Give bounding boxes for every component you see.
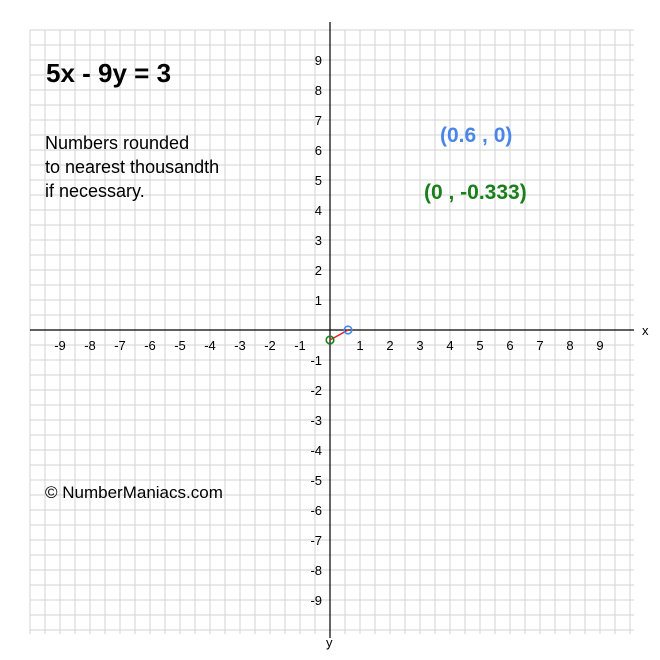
- x-tick-label: -7: [114, 338, 126, 353]
- x-tick-label: -1: [294, 338, 306, 353]
- y-tick-label: -4: [310, 443, 322, 458]
- y-tick-label: 2: [314, 263, 322, 278]
- x-tick-label: -9: [54, 338, 66, 353]
- x-tick-label: 3: [416, 338, 424, 353]
- y-tick-label: 6: [314, 143, 322, 158]
- x-tick-label: -5: [174, 338, 186, 353]
- y-tick-label: -8: [310, 563, 322, 578]
- equation-title: 5x - 9y = 3: [46, 58, 172, 88]
- x-tick-label: -2: [264, 338, 276, 353]
- x-tick-label: 2: [386, 338, 394, 353]
- x-tick-label: 5: [476, 338, 484, 353]
- x-tick-label: 1: [356, 338, 364, 353]
- x-tick-label: 9: [596, 338, 604, 353]
- x-tick-label: -8: [84, 338, 96, 353]
- y-tick-label: -2: [310, 383, 322, 398]
- x-tick-label: -4: [204, 338, 216, 353]
- y-tick-label: -3: [310, 413, 322, 428]
- rounding-note: Numbers rounded to nearest thousandth if necessary.: [45, 133, 220, 201]
- y-tick-label: -6: [310, 503, 322, 518]
- x-tick-label: 4: [446, 338, 454, 353]
- x-tick-label: 6: [506, 338, 514, 353]
- y-tick-label: 1: [314, 293, 322, 308]
- y-tick-label: 9: [314, 53, 322, 68]
- y-tick-label: -5: [310, 473, 322, 488]
- x-tick-label: -3: [234, 338, 246, 353]
- x-intercept-label: (0.6 , 0): [440, 124, 513, 147]
- x-tick-label: -6: [144, 338, 156, 353]
- y-tick-label: 7: [314, 113, 322, 128]
- y-tick-label: -9: [310, 593, 322, 608]
- y-tick-label: 4: [314, 203, 322, 218]
- y-intercept-label: (0 , -0.333): [424, 181, 527, 204]
- x-tick-label: 8: [566, 338, 574, 353]
- y-tick-label: -1: [310, 353, 322, 368]
- y-tick-label: 5: [314, 173, 322, 188]
- y-tick-label: 3: [314, 233, 322, 248]
- y-tick-label: 8: [314, 83, 322, 98]
- copyright-text: © NumberManiacs.com: [45, 483, 223, 502]
- x-tick-label: 7: [536, 338, 544, 353]
- y-tick-label: -7: [310, 533, 322, 548]
- x-axis-label: x: [642, 323, 649, 338]
- y-axis-label: y: [326, 635, 333, 650]
